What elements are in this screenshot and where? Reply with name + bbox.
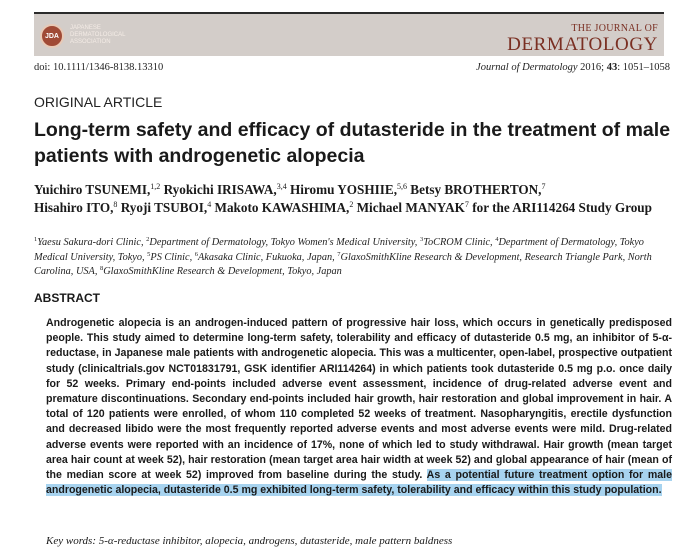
society-name-line: ASSOCIATION — [70, 39, 111, 45]
society-name-line: JAPANESE — [70, 25, 101, 31]
affiliation-text: PS Clinic, — [150, 251, 195, 263]
study-group: for the ARI114264 Study Group — [468, 200, 652, 215]
affiliations — [34, 236, 670, 280]
author-name[interactable]: Ryokichi IRISAWA, — [160, 182, 277, 197]
society-logo-icon: JDA — [40, 24, 64, 48]
author-name[interactable]: Hisahiro ITO, — [34, 200, 114, 215]
affiliation-number: 2 — [146, 236, 150, 243]
keywords-partial: Key words: 5-α-reductase inhibitor, alopecia, androgens, dutasteride, male pattern baldness — [46, 535, 453, 547]
citation-journal: Journal of Dermatology — [476, 62, 578, 73]
journal-prefix: THE JOURNAL OF — [571, 23, 658, 34]
affiliation-text: ToCROM Clinic, — [423, 237, 496, 248]
journal-name[interactable]: DERMATOLOGY — [507, 34, 658, 55]
affiliation-text: Akasaka Clinic, Fukuoka, Japan, — [198, 251, 338, 263]
author-name[interactable]: Hiromu YOSHIIE, — [286, 182, 397, 197]
abstract-text: Androgenetic alopecia is an androgen-induced pattern of progressive hair loss, which occurs in genetically predisposed people. This study aimed to determine long-term safety, tolerability and efficacy of dutasteride 0.5 mg, an inhibitor of 5-α-reductase, in Japanese male patients with androgenetic alopecia. This was a multicenter, open-label, prospective outpatient study (clinicaltrials.gov NCT01831791, GSK identifier ARI114264) in which patients took dutasteride 0.5 mg p.o. once daily for 52 weeks. Primary end-points included adverse event assessment, incidence of drug-related adverse event and premature discontinuations. Secondary end-points included hair growth, hair restoration and global improvement in hair. A total of 120 patients were enrolled, of whom 110 completed 52 weeks of treatment. Nasopharyngitis, erectile dysfunction and decreased libido were the most frequently reported adverse events and most adverse events were mild. Drug-related adverse events were reported with an incidence of 17%, none of which led to study withdrawal. Hair growth (mean target area hair count at week 52), hair restoration (mean target area hair width at week 52) and global appearance of hair (mean of the median score at week 52) improved from baseline during the study. — [46, 317, 672, 482]
author-name[interactable]: Ryoji TSUBOI, — [117, 200, 208, 215]
author-affiliation-mark: 4 — [207, 200, 212, 209]
doi-link[interactable]: doi: 10.1111/1346-8138.13310 — [34, 62, 164, 73]
author-affiliation-mark: 1,2 — [150, 182, 161, 191]
affiliation-number: 1 — [34, 236, 38, 243]
affiliation-number: 8 — [99, 265, 104, 272]
society-name — [70, 25, 160, 46]
author-affiliation-mark: 2 — [349, 200, 354, 209]
highlighted-text[interactable]: As a potential future treatment option for male androgenetic alopecia, dutasteride 0.5 mg exhibited long-term safety, tolerability and efficacy within this study population. — [46, 469, 672, 497]
journal-banner — [34, 12, 664, 56]
author-affiliation-mark: 5,6 — [397, 182, 407, 191]
author-name[interactable]: Yuichiro TSUNEMI, — [34, 182, 151, 197]
affiliation-number: 4 — [495, 236, 499, 243]
citation-year: 2016; — [577, 62, 607, 73]
affiliation-text: Department of Dermatology, Tokyo Medical University, Tokyo, — [34, 237, 644, 263]
citation-pages: : 1051–1058 — [617, 62, 670, 73]
affiliation-number: 5 — [147, 250, 151, 258]
affiliation-text: GlaxoSmithKline Research & Development, Tokyo, Japan — [103, 266, 342, 277]
author-name[interactable]: Makoto KAWASHIMA, — [211, 200, 350, 215]
author-name[interactable]: Betsy BROTHERTON, — [407, 182, 542, 197]
citation-volume: 43 — [606, 62, 618, 73]
author-affiliation-mark: 3,4 — [276, 182, 287, 191]
citation — [476, 62, 670, 73]
author-affiliation-mark: 7 — [464, 200, 469, 209]
affiliation-number: 6 — [194, 250, 198, 258]
abstract-body — [46, 316, 672, 498]
society-name-line: DERMATOLOGICAL — [70, 32, 126, 38]
abstract-heading: ABSTRACT — [34, 291, 100, 305]
author-affiliation-mark: 8 — [113, 200, 118, 209]
article-title: Long-term safety and efficacy of dutasteride in the treatment of male patients with androgenetic alopecia — [34, 119, 671, 167]
affiliation-number: 7 — [337, 250, 341, 258]
author-list — [34, 181, 674, 217]
article-type: ORIGINAL ARTICLE — [34, 94, 163, 110]
affiliation-text: Department of Dermatology, Tokyo Women's Medical University, — [149, 237, 420, 248]
affiliation-text: GlaxoSmithKline Research & Development, Research Triangle Park, North Carolina, USA, — [34, 251, 652, 277]
author-name[interactable]: Michael MANYAK — [353, 200, 465, 215]
affiliation-text: Yaesu Sakura-dori Clinic, — [37, 237, 147, 248]
author-affiliation-mark: 7 — [541, 182, 546, 191]
affiliation-number: 3 — [419, 236, 424, 243]
